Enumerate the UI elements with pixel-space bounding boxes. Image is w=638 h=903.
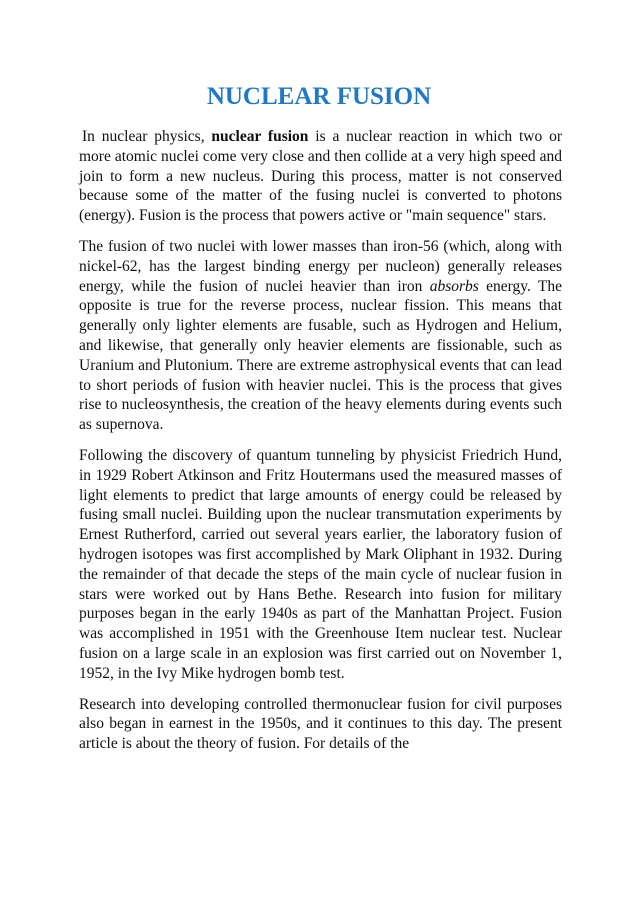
paragraph-intro-lead: In nuclear physics,	[82, 128, 212, 145]
term-nuclear-fusion: nuclear fusion	[211, 128, 309, 145]
paragraph-research: Research into developing controlled thermonuclear fusion for civil purposes also began in earnest in the 1950s, and it continues to this day. The present article is about the theory of fusion. For details of the	[79, 695, 562, 753]
paragraph-intro-rest: is a nuclear reaction in which two or more atomic nuclei come very close and then collide at a very high speed and join to form a new nucleus. During this process, matter is not conserved because some of the matter of the fusing nuclei is converted to photons (energy). Fusion is the process that powers active or "main sequence" stars.	[79, 128, 562, 225]
paragraph-history: Following the discovery of quantum tunneling by physicist Friedrich Hund, in 1929 Robert Atkinson and Fritz Houtermans used the measured masses of light elements to predict that large amounts of energy could be released by fusing small nuclei. Building upon the nuclear transmutation experiments by Ernest Rutherford, carried out several years earlier, the laboratory fusion of hydrogen isotopes was first accomplished by Mark Oliphant in 1932. During the remainder of that decade the steps of the main cycle of nuclear fusion in stars were worked out by Hans Bethe. Research into fusion for military purposes began in the early 1940s as part of the Manhattan Project. Fusion was accomplished in 1951 with the Greenhouse Item nuclear test. Nuclear fusion on a large scale in an explosion was first carried out on November 1, 1952, in the Ivy Mike hydrogen bomb test.	[79, 446, 562, 682]
paragraph-intro	[79, 127, 562, 226]
document-body	[79, 127, 562, 765]
paragraph-fusion-fission-rest: energy. The opposite is true for the reverse process, nuclear fission. This means that generally only lighter elements are fusable, such as Hydrogen and Helium, and likewise, that generally only heavier elements are fissionable, such as Uranium and Plutonium. There are extreme astrophysical events that can lead to short periods of fusion with heavier nuclei. This is the process that gives rise to nucleosynthesis, the creation of the heavy elements during events such as supernova.	[79, 277, 562, 434]
page-title: NUCLEAR FUSION	[206, 83, 432, 110]
term-absorbs: absorbs	[429, 277, 479, 295]
paragraph-fusion-fission-lead: The fusion of two nuclei with lower masses than iron-56 (which, along with nickel-62, has the largest binding energy per nucleon) generally releases energy, while the fusion of nuclei heavier than iron	[79, 237, 562, 295]
paragraph-fusion-fission	[79, 237, 562, 435]
